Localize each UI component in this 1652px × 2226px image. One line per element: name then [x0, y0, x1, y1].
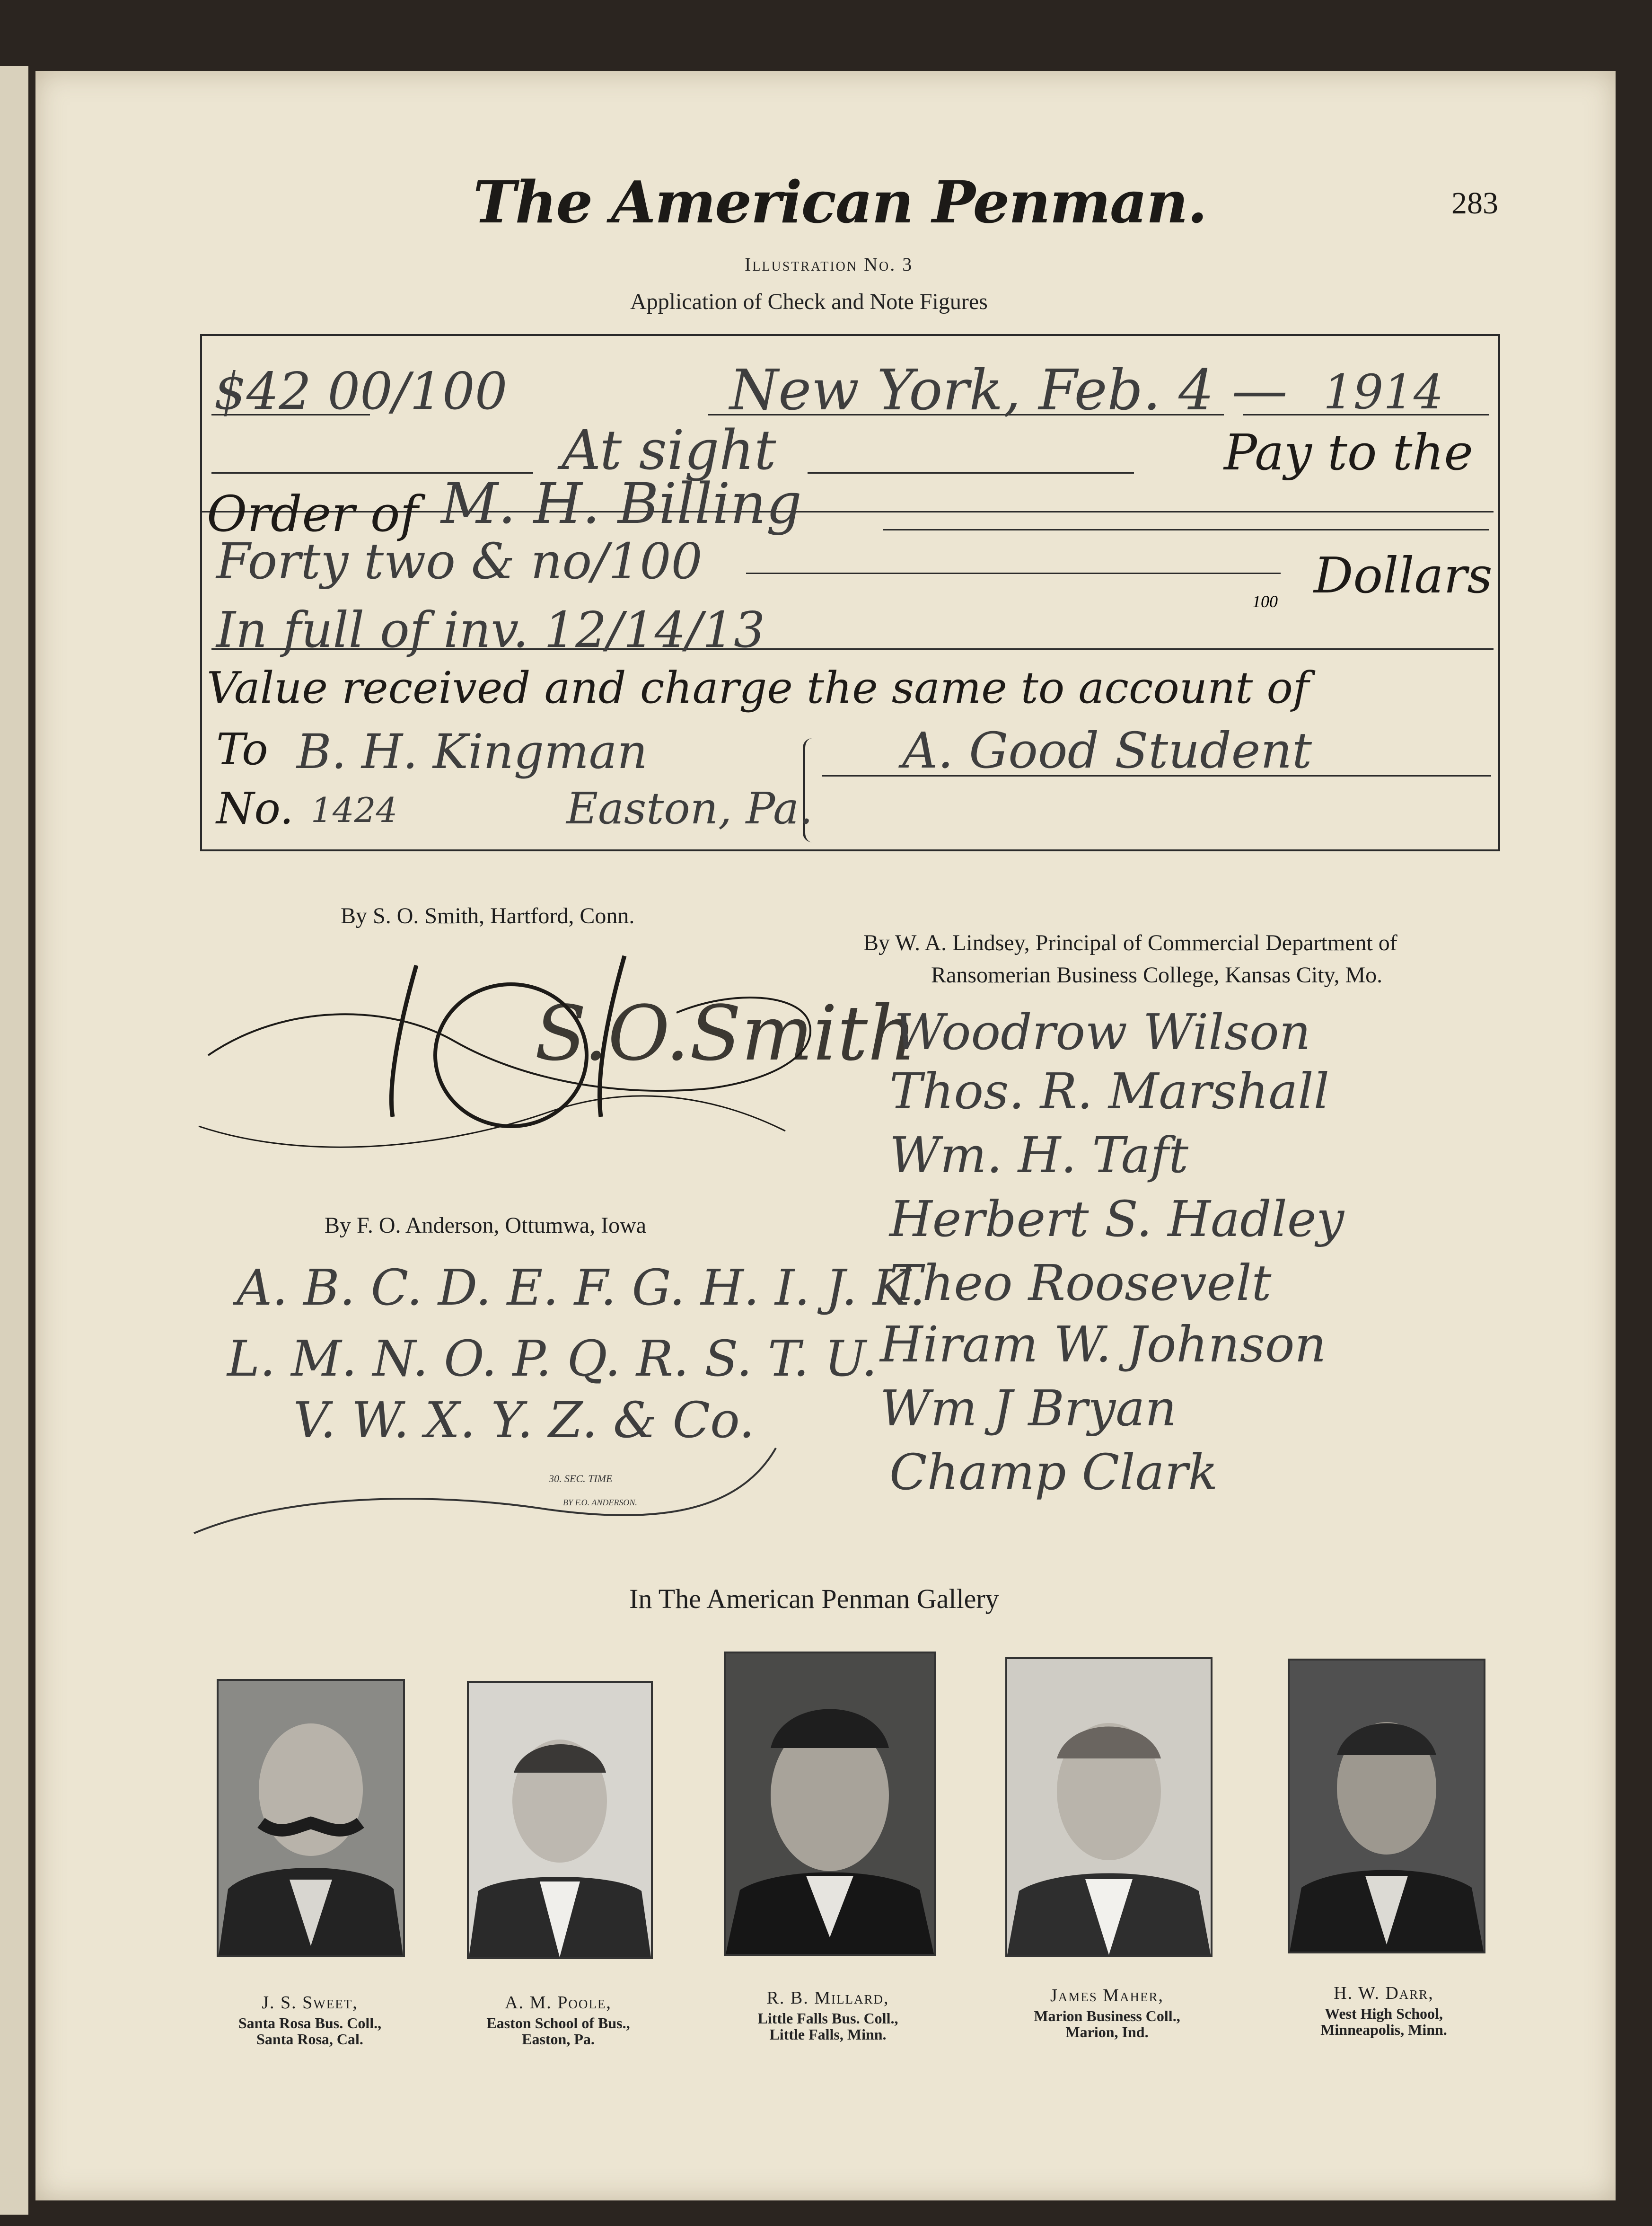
check-order-of: Order of: [207, 485, 418, 543]
person-location: Minneapolis, Minn.: [1320, 2021, 1447, 2038]
byline-smith: By S. O. Smith, Hartford, Conn.: [341, 903, 635, 928]
gallery-title: In The American Penman Gallery: [629, 1583, 999, 1614]
signature-johnson: Hiram W. Johnson: [880, 1316, 1327, 1373]
portrait-maher: [1005, 1657, 1213, 1957]
check-value-line: Value received and charge the same to account of: [207, 662, 1309, 713]
check-drawee-location: Easton, Pa.: [566, 783, 813, 834]
check-place-date: New York, Feb. 4 —: [729, 357, 1288, 423]
person-name: H. W. Darr,: [1334, 1983, 1434, 2003]
signature-taft: Wm. H. Taft: [889, 1126, 1189, 1184]
check-memo: In full of inv. 12/14/13: [216, 601, 765, 659]
byline-anderson: By F. O. Anderson, Ottumwa, Iowa: [325, 1213, 647, 1238]
check-amount: $42 00/100: [214, 362, 508, 421]
illustration-label: Illustration No. 3: [745, 254, 914, 275]
alphabet-line-3: V. W. X. Y. Z. & Co.: [293, 1391, 755, 1449]
check-dollars: Dollars: [1314, 547, 1493, 604]
person-affiliation: West High School,: [1325, 2005, 1443, 2022]
person-location: Easton, Pa.: [522, 2031, 595, 2048]
portrait-millard-image: [726, 1653, 934, 1954]
check-drawee: B. H. Kingman: [297, 724, 648, 779]
portrait-darr: [1288, 1659, 1485, 1953]
check-pay-to-the: Pay to the: [1224, 424, 1473, 481]
portrait-darr-image: [1290, 1661, 1484, 1952]
portrait-sweet-image: [219, 1681, 403, 1955]
person-affiliation: Marion Business Coll.,: [1034, 2007, 1180, 2024]
person-name: R. B. Millard,: [766, 1988, 889, 2008]
person-location: Santa Rosa, Cal.: [256, 2031, 363, 2048]
page-number: 283: [1451, 186, 1498, 221]
signature-marshall: Thos. R. Marshall: [889, 1062, 1329, 1120]
alphabet-line-2: L. M. N. O. P. Q. R. S. T. U.: [227, 1330, 878, 1387]
signature-clark: Champ Clark: [889, 1443, 1218, 1501]
person-affiliation: Little Falls Bus. Coll.,: [757, 2010, 898, 2027]
smith-signature: S.O.Smith: [535, 989, 917, 1078]
anderson-note-by: BY F.O. ANDERSON.: [563, 1498, 637, 1507]
person-name: J. S. Sweet,: [262, 1993, 358, 2013]
check-signature: A. Good Student: [902, 722, 1312, 779]
check-at-sight: At sight: [562, 419, 776, 482]
anderson-note: 30. SEC. TIME: [549, 1473, 613, 1484]
page-edge: [0, 66, 28, 2215]
check-payee: M. H. Billing: [441, 471, 802, 536]
byline-lindsey-1: By W. A. Lindsey, Principal of Commercial Department of: [863, 930, 1397, 955]
signature-wilson: Woodrow Wilson: [894, 1003, 1311, 1061]
sight-rule-right: [808, 472, 1134, 474]
person-name: James Maher,: [1050, 1986, 1164, 2005]
portrait-sweet: [217, 1679, 405, 1957]
person-affiliation: Easton School of Bus.,: [486, 2014, 630, 2032]
person-name: A. M. Poole,: [505, 1993, 612, 2013]
check-fraction-denominator: 100: [1252, 592, 1278, 611]
check-amount-words: Forty two & no/100: [216, 532, 703, 590]
check-form: [200, 334, 1500, 851]
signature-roosevelt: Theo Roosevelt: [889, 1254, 1272, 1312]
order-rule: [883, 529, 1489, 530]
portrait-millard: [724, 1652, 936, 1956]
alphabet-line-1: A. B. C. D. E. F. G. H. I. J. K.: [237, 1259, 925, 1316]
check-to-label: To: [216, 724, 268, 775]
check-number-label: No.: [216, 783, 294, 834]
byline-lindsey-2: Ransomerian Business College, Kansas City, Mo.: [931, 963, 1383, 988]
check-number: 1424: [311, 790, 398, 830]
person-location: Little Falls, Minn.: [769, 2026, 887, 2043]
portrait-poole: [467, 1681, 653, 1959]
check-year: 1914: [1323, 364, 1444, 420]
signature-hadley: Herbert S. Hadley: [889, 1190, 1344, 1248]
anderson-flourish: [189, 1443, 785, 1538]
amount-words-rule: [746, 573, 1281, 574]
signature-bryan: Wm J Bryan: [880, 1379, 1177, 1437]
portrait-poole-image: [469, 1683, 651, 1957]
person-location: Marion, Ind.: [1065, 2023, 1149, 2040]
portrait-maher-image: [1007, 1659, 1211, 1955]
masthead: The American Penman.: [473, 168, 1207, 236]
person-affiliation: Santa Rosa Bus. Coll.,: [238, 2014, 382, 2032]
illustration-caption: Application of Check and Note Figures: [630, 289, 988, 314]
